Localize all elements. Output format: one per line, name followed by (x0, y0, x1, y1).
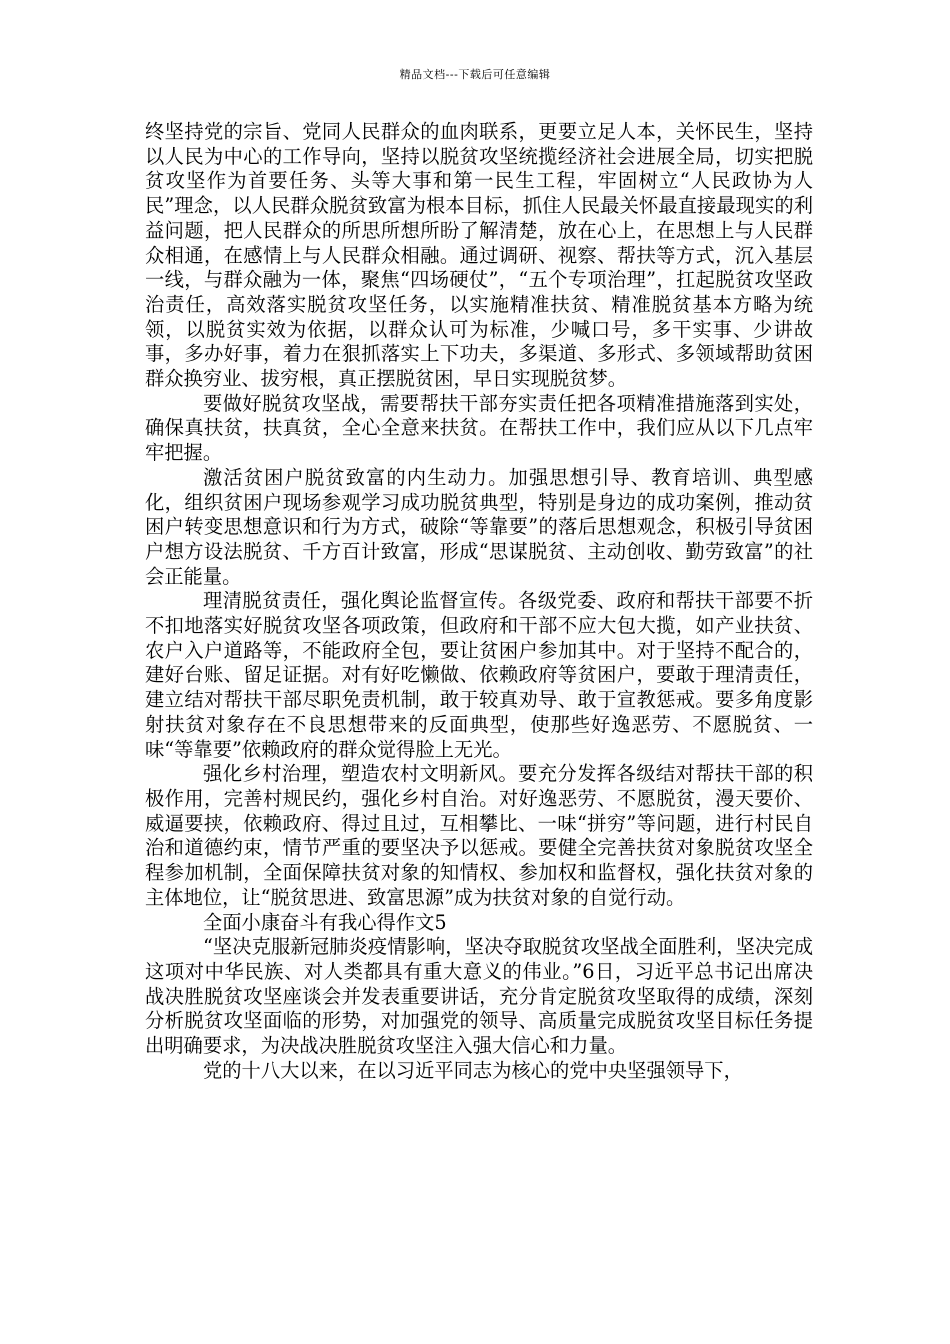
paragraph-4: 理清脱贫责任，强化舆论监督宣传。各级党委、政府和帮扶干部要不折不扣地落实好脱贫攻坚各项政策，但政府和干部不应大包大揽，如产业扶贫、农户入户道路等，不能政府全包，要让贫困户参加其中。对于坚持不配合的，建好台账、留足证据。对有好吃懒做、依赖政府等贫困户，要敢于理清责任，建立结对帮扶干部尽职免责机制，敢于较真劝导、敢于宣教惩戒。要多角度影射扶贫对象存在不良思想带来的反面典型，使那些好逸恶劳、不愿脱贫、一味“等靠要”依赖政府的群众觉得脸上无光。 (145, 589, 813, 761)
paragraph-7: 党的十八大以来，在以习近平同志为核心的党中央坚强领导下， (203, 1058, 743, 1082)
document-body (145, 120, 813, 1083)
paragraph-5: 强化乡村治理，塑造农村文明新风。要充分发挥各级结对帮扶干部的积极作用，完善村规民约，强化乡村自治。对好逸恶劳、不愿脱贫，漫天要价、威逼要挟，依赖政府、得过且过，互相攀比、一味“拼穷”等问题，进行村民自治和道德约束，情节严重的要坚决予以惩戒。要健全完善扶贫对象脱贫攻坚全程参加机制，全面保障扶贫对象的知情权、参加权和监督权，强化扶贫对象的主体地位，让“脱贫思进、致富思源”成为扶贫对象的自觉行动。 (145, 762, 813, 909)
page-header: 精品文档---下载后可任意编辑 (399, 68, 551, 81)
paragraph-2: 要做好脱贫攻坚战，需要帮扶干部夯实责任把各项精准措施落到实处，确保真扶贫，扶真贫，全心全意来扶贫。在帮扶工作中，我们应从以下几点牢牢把握。 (145, 391, 813, 465)
paragraph-6: “坚决克服新冠肺炎疫情影响，坚决夺取脱贫攻坚战全面胜利，坚决完成这项对中华民族、对人类都具有重大意义的伟业。”6日，习近平总书记出席决战决胜脱贫攻坚座谈会并发表重要讲话，充分肯定脱贫攻坚取得的成绩，深刻分析脱贫攻坚面临的形势，对加强党的领导、高质量完成脱贫攻坚目标任务提出明确要求，为决战决胜脱贫攻坚注入强大信心和力量。 (145, 935, 813, 1058)
paragraph-3: 激活贫困户脱贫致富的内生动力。加强思想引导、教育培训、典型感化，组织贫困户现场参观学习成功脱贫典型，特别是身边的成功案例，推动贫困户转变思想意识和行为方式，破除“等靠要”的落后思想观念，积极引导贫困户想方设法脱贫、千方百计致富，形成“思谋脱贫、主动创收、勤劳致富”的社会正能量。 (145, 465, 813, 588)
section-heading: 全面小康奋斗有我心得作文5 (203, 910, 447, 934)
paragraph-1: 终坚持党的宗旨、党同人民群众的血肉联系，更要立足人本，关怀民生，坚持以人民为中心的工作导向，坚持以脱贫攻坚统揽经济社会进展全局，切实把脱贫攻坚作为首要任务、头等大事和第一民生工程，牢固树立“人民政协为人民”理念，以人民群众脱贫致富为根本目标，抓住人民最关怀最直接最现实的利益问题，把人民群众的所思所想所盼了解清楚，放在心上，在思想上与人民群众相通，在感情上与人民群众相融。通过调研、视察、帮扶等方式，沉入基层一线，与群众融为一体，聚焦“四场硬仗”，“五个专项治理”，扛起脱贫攻坚政治责任，高效落实脱贫攻坚任务，以实施精准扶贫、精准脱贫基本方略为统领，以脱贫实效为依据，以群众认可为标准，少喊口号，多干实事、少讲故事，多办好事，着力在狠抓落实上下功夫，多渠道、多形式、多领域帮助贫困群众换穷业、拔穷根，真正摆脱贫困，早日实现脱贫梦。 (145, 120, 813, 391)
